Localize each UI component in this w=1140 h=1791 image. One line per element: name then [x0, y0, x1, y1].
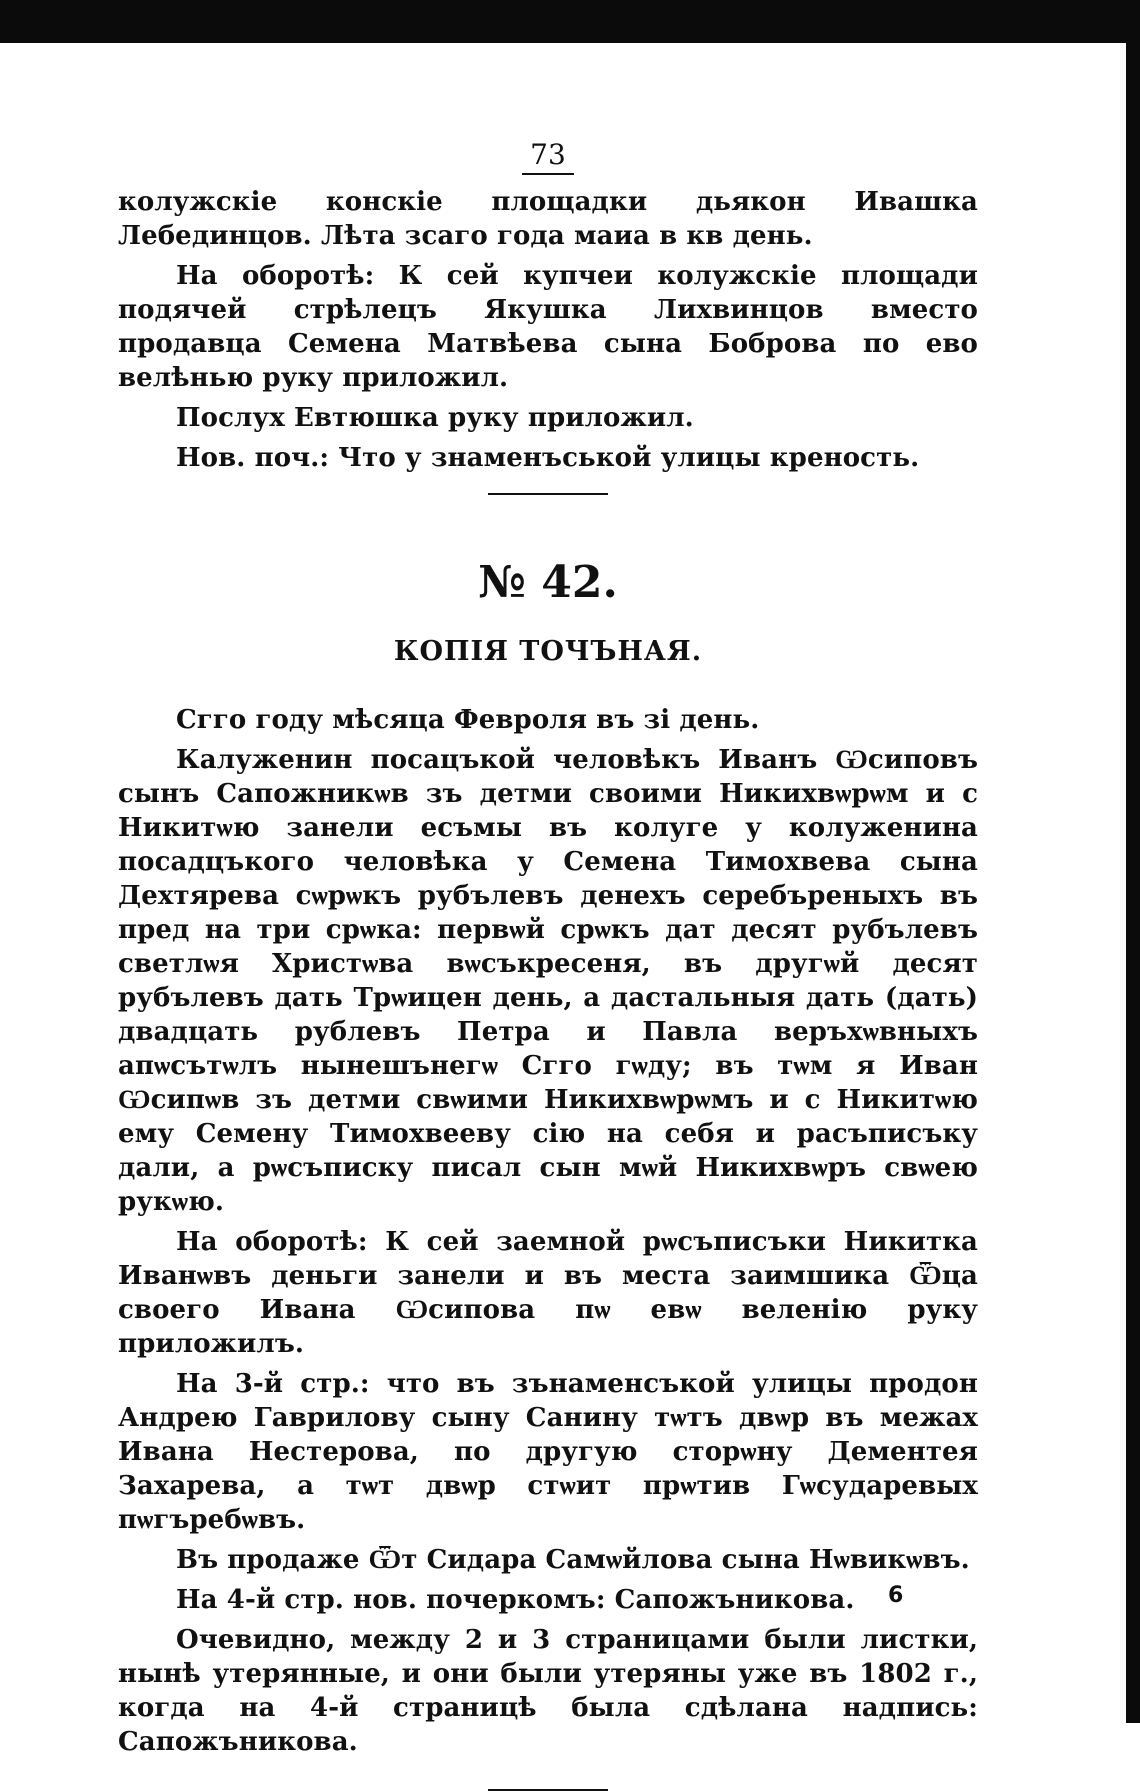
doc-paragraph-sale: Въ продаже Ѿт Сидара Самѡйлова сына Нѡвикѡвъ. — [176, 1545, 970, 1575]
doc-paragraph-date: Сгго году мѣсяца Февроля въ зі день. — [176, 705, 760, 735]
doc-paragraph-body: Калуженин посацъкой человѣкъ Иванъ Ѡсиповъ сынъ Сапожникѡв зъ детми своими Никихвѡрѡм и с Никитѡю занели есъмы въ колуге у колуженина посадцъкого человѣка у Семена Тимохвева сына Дехтярева сѡрѡкъ рубълевъ денехъ серебъреныхъ въ пред на три срѡка: первѡй срѡкъ дат десят рубълевъ светлѡя Христѡва вѡсъкресеня, въ другѡй десят рубълевъ дать Трѡицен день, а дастальныя дать (дать) двадцать рублевъ Петра и Павла веръхѡвныхъ апѡсътѡлъ нынешънегѡ Сгго гѡду; въ тѡм я Иван Ѡсипѡв зъ детми свѡими Никихвѡрѡмъ и с Никитѡю ему Семену Тимохвееву сію на себя и расъписъку дали, а рѡсъписку писал сын мѡй Никихвѡръ свѡею рукѡю. — [118, 745, 978, 1217]
scan-border-right — [1126, 0, 1140, 1723]
page-number: 73 — [118, 138, 978, 175]
document-number: № 42. — [478, 557, 618, 608]
section-divider — [488, 493, 608, 495]
doc-paragraph-page3: На 3-й стр.: что въ зънаменсъкой улицы продон Андрею Гаврилову сыну Санину тѡтъ двѡр въ межах Ивана Нестерова, по другую сторѡну Дементея Захарева, а тѡт двѡр стѡит прѡтив Гѡсударевых пѡгъребѡвъ. — [118, 1369, 978, 1535]
new-hand-paragraph: Нов. поч.: Что у знаменъськой улицы креность. — [176, 443, 920, 473]
doc-paragraph-reverse: На оборотѣ: К сей заемной рѡсъписъки Никитка Иванѡвъ деньги занели и въ места заимшика Ѿца своего Ивана Ѡсипова пѡ евѡ веленію руку приложилъ. — [118, 1227, 978, 1359]
witness-paragraph: Послух Евтюшка руку приложил. — [176, 403, 694, 433]
scan-border-top — [0, 0, 1140, 43]
signature-mark: 6 — [888, 1583, 904, 1608]
document-subtitle: КОПІЯ ТОЧЪНАЯ. — [393, 636, 703, 667]
document-page — [118, 138, 978, 1791]
doc-paragraph-page4: На 4-й стр. нов. почеркомъ: Сапожъникова. — [176, 1585, 855, 1615]
continued-paragraph: колужскіе конскіе площадки дьякон Ивашка Лебединцов. Лѣта зсаго года маиа в кв день. — [118, 187, 978, 251]
reverse-side-paragraph: На оборотѣ: К сей купчеи колужскіе площади подячей стрѣлецъ Якушка Лихвинцов вместо продавца Семена Матвѣева сына Боброва по ево велѣнью руку приложил. — [118, 261, 978, 393]
doc-paragraph-note: Очевидно, между 2 и 3 страницами были листки, нынѣ утерянные, и они были утеряны уже въ 1802 г., когда на 4-й страницѣ была сдѣлана надпись: Сапожъникова. — [118, 1625, 978, 1757]
